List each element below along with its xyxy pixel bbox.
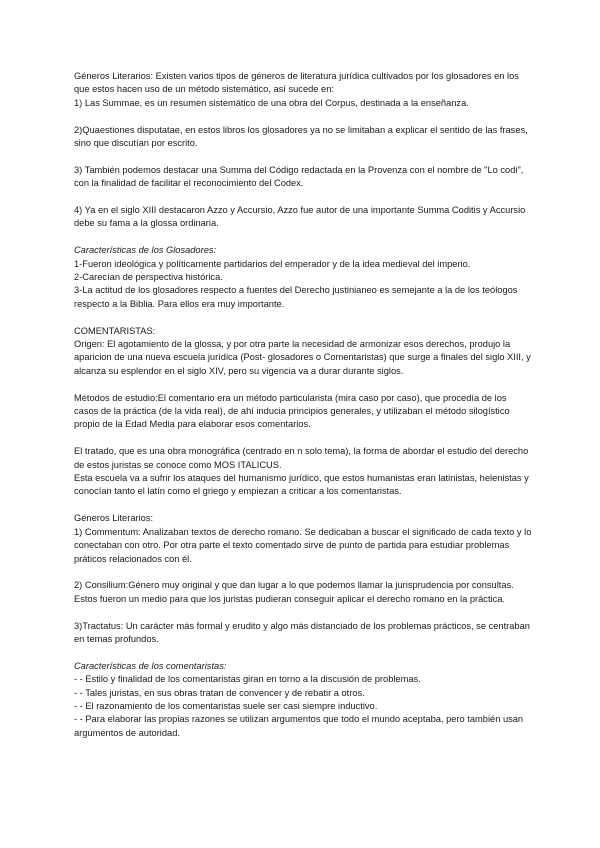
paragraph-tratado bbox=[74, 445, 532, 499]
section-heading: COMENTARISTAS: bbox=[74, 325, 156, 336]
paragraph-text: 4) Ya en el siglo XIII destacaron Azzo y Accursio, Azzo fue autor de una importante Summa Coditis y Accursio debe su fama a la glossa ordinaria. bbox=[74, 205, 526, 229]
section-caracteristicas-glosadores bbox=[74, 244, 532, 311]
paragraph-summae: 1) Las Summae, es un resumen sistemático de una obra del Corpus, destinada a la enseñanza. bbox=[74, 97, 469, 108]
section-heading: Géneros Literarios: bbox=[74, 513, 154, 524]
paragraph-text: Esta escuela va a sufrir los ataques del humanismo jurídico, que estos humanistas eran latinistas, helenistas y conocían tanto el latín como el griego y empiezan a criticar a los comentaristas. bbox=[74, 473, 529, 497]
paragraph-text: 2) Consilium:Género muy original y que dan lugar a lo que podemos llamar la jurisprudencia por consultas. Estos fueron un medio para que los juristas pudieran conseguir aplicar el derecho romano en la práctica. bbox=[74, 580, 514, 604]
paragraph-azzo-accursio bbox=[74, 204, 532, 231]
list-item: - - Tales juristas, en sus obras tratan de convencer y de rebatir a otros. bbox=[74, 687, 365, 698]
paragraph-tractatus bbox=[74, 620, 532, 647]
list-item: - - Estilo y finalidad de los comentaristas giran en torno a la discusión de problemas. bbox=[74, 674, 421, 685]
paragraph-text: 3)Tractatus: Un carácter más formal y erudito y algo más distanciado de los problemas prácticos, se centraban en temas profundos. bbox=[74, 620, 530, 644]
paragraph-intro: Géneros Literarios: Existen varios tipos de géneros de literatura jurídica cultivados por los glosadores en los que estos hacen uso de un método sistemático, así sucede en: bbox=[74, 71, 519, 95]
paragraph-lo-codi bbox=[74, 164, 532, 191]
paragraph-text: 2)Quaestiones disputatae, en estos libros los glosadores ya no se limitaban a explicar el sentido de las frases, sino que discutían por escrito. bbox=[74, 124, 528, 149]
list-item: 2-Carecían de perspectiva histórica. bbox=[74, 272, 223, 283]
section-heading: Características de los Glosadores: bbox=[74, 245, 217, 256]
section-comentaristas bbox=[74, 325, 532, 379]
list-item: 3-La actitud de los glosadores respecto a fuentes del Derecho justinianeo es semejante a la de los teólogos respecto a la Biblia. Para ellos era muy importante. bbox=[74, 285, 518, 309]
paragraph-metodos-estudio bbox=[74, 392, 532, 432]
paragraph-commentum: 1) Commentum: Analizaban textos de derecho romano. Se dedicaban a buscar el significado de cada texto y lo conectaban con otro. Por otra parte el texto comentado sirve de punto de partida para estudiar problemas práticos relacionados con él. bbox=[74, 526, 532, 564]
section-generos-literarios-comentaristas bbox=[74, 512, 532, 566]
paragraph-quaestiones bbox=[74, 124, 532, 151]
paragraph-text: Métodos de estudio:El comentario era un método particularista (mira caso por caso), que procedía de los casos de la práctica (de la vida real), de ahí inducia principios generales, y utilizaban el método silogístico propio de la Edad Media para elaborar esos comentarios. bbox=[74, 392, 510, 430]
paragraph-text: El tratado, que es una obra monográfica (centrado en n solo tema), la forma de abordar el estudio del derecho de estos juristas se conoce como MOS ITALICUS. bbox=[74, 446, 529, 470]
list-item: - - El razonamiento de los comentaristas suele ser casi siempre inductivo. bbox=[74, 700, 378, 711]
paragraph-consilium bbox=[74, 579, 532, 606]
paragraph-origen: Origen: El agotamiento de la glossa, y por otra parte la necesidad de armonizar esos derechos, produjo la aparicion de una nueva escuela jurídica (Post- glosadores o Comentaristas) que surge a finales del siglo XIII, y alcanza su esplendor en el siglo XIV, pero su vigencia va a durar durante siglos. bbox=[74, 339, 531, 376]
list-item: 1-Fueron ideológica y políticamente partidarios del emperador y de la idea medieval del imperio. bbox=[74, 258, 471, 269]
paragraph-text: 3) También podemos destacar una Summa del Código redactada en la Provenza con el nombre de "Lo codi", con la finalidad de facilitar el reconocimiento del Codex. bbox=[74, 164, 524, 189]
list-item: - - Para elaborar las propias razones se utilizan argumentos que todo el mundo aceptaba, pero también usan argumentos de autoridad. bbox=[74, 714, 524, 738]
generos-literarios-glosadores bbox=[74, 70, 532, 110]
section-heading: Características de los comentaristas: bbox=[74, 660, 227, 671]
document-page bbox=[74, 70, 532, 754]
section-caracteristicas-comentaristas bbox=[74, 660, 532, 740]
